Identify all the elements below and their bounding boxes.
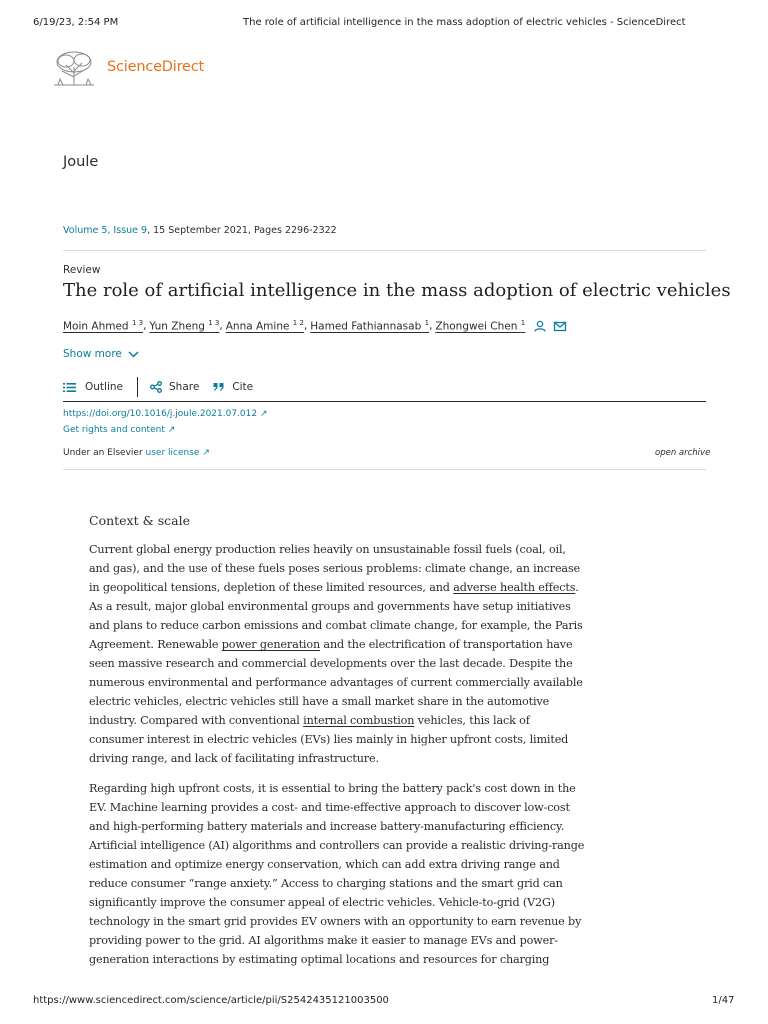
issue-date-pages: , 15 September 2021, Pages 2296-2322 xyxy=(147,225,337,236)
print-datetime: 6/19/23, 2:54 PM xyxy=(33,17,119,28)
doi-link[interactable] xyxy=(63,409,268,419)
author-list: Moin Ahmed $^{1 3}$ , Yun Zheng $^{1 3}$ , Anna Amine $^{1 2}$ , Hamed Fathiannasab $^1$ , Zhongwei Chen $^1$ xyxy=(63,319,567,333)
author-affiliation: 1 3 xyxy=(208,319,220,327)
divider xyxy=(63,469,706,470)
context-heading: Context & scale xyxy=(89,513,190,528)
divider xyxy=(63,401,706,402)
issue-info xyxy=(63,225,337,236)
rights-text: Get rights and content xyxy=(63,425,165,435)
author-affiliation: 1 xyxy=(424,319,430,327)
text-line: reduce consumer “range anxiety.” Access to charging stations and the smart grid can xyxy=(89,877,563,890)
power-generation-link[interactable]: power generation xyxy=(221,638,321,651)
author-name: Zhongwei Chen xyxy=(435,320,518,333)
external-link-icon: ↗ xyxy=(164,425,176,435)
author-name: Yun Zheng xyxy=(149,320,205,333)
article-toolbar xyxy=(63,377,253,397)
author-link[interactable] xyxy=(63,319,143,333)
text-run: . xyxy=(575,581,579,594)
text-line: Regarding high upfront costs, it is essential to bring the battery pack's cost down in the xyxy=(89,782,576,795)
text-line: technology in the smart grid provides EV owners with an opportunity to earn revenue by xyxy=(89,915,582,928)
internal-combustion-link[interactable]: internal combustion xyxy=(303,714,415,727)
volume-issue-link[interactable]: Volume 5, Issue 9 xyxy=(63,225,148,236)
text-line xyxy=(89,578,591,597)
outline-label: Outline xyxy=(85,381,123,393)
open-archive-badge: open archive xyxy=(655,448,711,458)
text-line xyxy=(89,711,591,730)
text-line: electric vehicles, electric vehicles still have a small market share in the automotive xyxy=(89,695,550,708)
text-run: and the electrification of transportation have xyxy=(320,638,573,651)
text-line xyxy=(89,635,591,654)
user-license-text: user license xyxy=(145,448,200,458)
doi-text: https://doi.org/10.1016/j.joule.2021.07.012 xyxy=(63,409,258,419)
divider xyxy=(63,250,706,251)
share-label: Share xyxy=(169,381,200,393)
text-line: estimation and optimize energy conservation, which can add extra driving range and xyxy=(89,858,560,871)
license-prefix: Under an Elsevier xyxy=(63,448,146,458)
print-url: https://www.sciencedirect.com/science/article/pii/S2542435121003500 xyxy=(33,995,389,1006)
rights-link[interactable] xyxy=(63,425,175,435)
text-line: driving range, and lack of facilitating infrastructure. xyxy=(89,752,379,765)
text-run: Agreement. Renewable xyxy=(89,638,222,651)
print-page-title: The role of artificial intelligence in the mass adoption of electric vehicles - ScienceDirect xyxy=(243,17,686,28)
show-more-label: Show more xyxy=(63,348,122,360)
text-line: seen massive research and commercial developments over the last decade. Despite the xyxy=(89,657,573,670)
cite-label: Cite xyxy=(232,381,254,393)
user-license-link[interactable]: user license ↗ xyxy=(145,448,210,458)
toolbar-divider xyxy=(137,377,138,397)
context-paragraph-1 xyxy=(89,540,591,768)
sciencedirect-logo-text[interactable]: ScienceDirect xyxy=(107,59,205,75)
author-name: Moin Ahmed xyxy=(63,320,129,333)
text-run: vehicles, this lack of xyxy=(414,714,530,727)
text-line: generation interactions by estimating optimal locations and resources for charging xyxy=(89,953,550,966)
chevron-down-icon xyxy=(128,351,139,358)
author-affiliation: 1 2 xyxy=(292,319,304,327)
author-link[interactable] xyxy=(226,319,304,333)
outline-button[interactable] xyxy=(63,381,123,393)
text-line: numerous environmental and performance advantages of current commercially available xyxy=(89,676,583,689)
share-button[interactable] xyxy=(150,381,199,393)
article-title: The role of artificial intelligence in the mass adoption of electric vehicles xyxy=(63,280,731,301)
text-line: providing power to the grid. AI algorithms make it easier to manage EVs and power- xyxy=(89,934,558,947)
text-line: and gas), and the use of these fuels poses serious problems: climate change, an increase xyxy=(89,562,581,575)
email-icon[interactable] xyxy=(553,320,567,332)
text-line: significantly improve the consumer appeal of electric vehicles. Vehicle-to-grid (V2G) xyxy=(89,896,556,909)
text-line: and plans to reduce carbon emissions and combat climate change, for example, the Paris xyxy=(89,619,583,632)
context-paragraph-2 xyxy=(89,779,591,969)
author-link[interactable] xyxy=(310,319,429,333)
author-name: Hamed Fathiannasab xyxy=(310,320,422,333)
text-line: consumer interest in electric vehicles (EVs) lies mainly in higher upfront costs, limited xyxy=(89,733,569,746)
text-line: Artificial intelligence (AI) algorithms and controllers can provide a realistic driving-range xyxy=(89,839,585,852)
license-line xyxy=(63,448,210,458)
show-more-button[interactable] xyxy=(63,348,139,360)
text-line: As a result, major global environmental groups and governments have setup initiatives xyxy=(89,600,571,613)
author-link[interactable] xyxy=(435,319,525,333)
print-page-number: 1/47 xyxy=(712,995,735,1006)
article-type: Review xyxy=(63,264,101,276)
person-icon[interactable] xyxy=(533,320,547,332)
author-link[interactable] xyxy=(149,319,219,333)
list-icon xyxy=(63,382,76,393)
external-link-icon: ↗ xyxy=(257,409,268,419)
author-affiliation: 1 3 xyxy=(131,319,144,327)
text-line: EV. Machine learning provides a cost- and time-effective approach to discover low-cost xyxy=(89,801,570,814)
quote-icon xyxy=(213,382,225,392)
cite-button[interactable] xyxy=(213,381,253,393)
elsevier-tree-logo[interactable] xyxy=(50,49,98,87)
text-line: Current global energy production relies heavily on unsustainable fossil fuels (coal, oil, xyxy=(89,543,566,556)
text-line: and high-performing battery materials and increase battery-manufacturing efficiency. xyxy=(89,820,565,833)
text-run: industry. Compared with conventional xyxy=(89,714,304,727)
journal-name[interactable]: Joule xyxy=(63,154,99,170)
author-name: Anna Amine xyxy=(225,320,290,333)
adverse-health-effects-link[interactable]: adverse health effects xyxy=(453,581,576,594)
share-icon xyxy=(150,381,162,393)
text-run: in geopolitical tensions, depletion of these limited resources, and xyxy=(89,581,454,594)
author-affiliation: 1 xyxy=(520,319,526,327)
